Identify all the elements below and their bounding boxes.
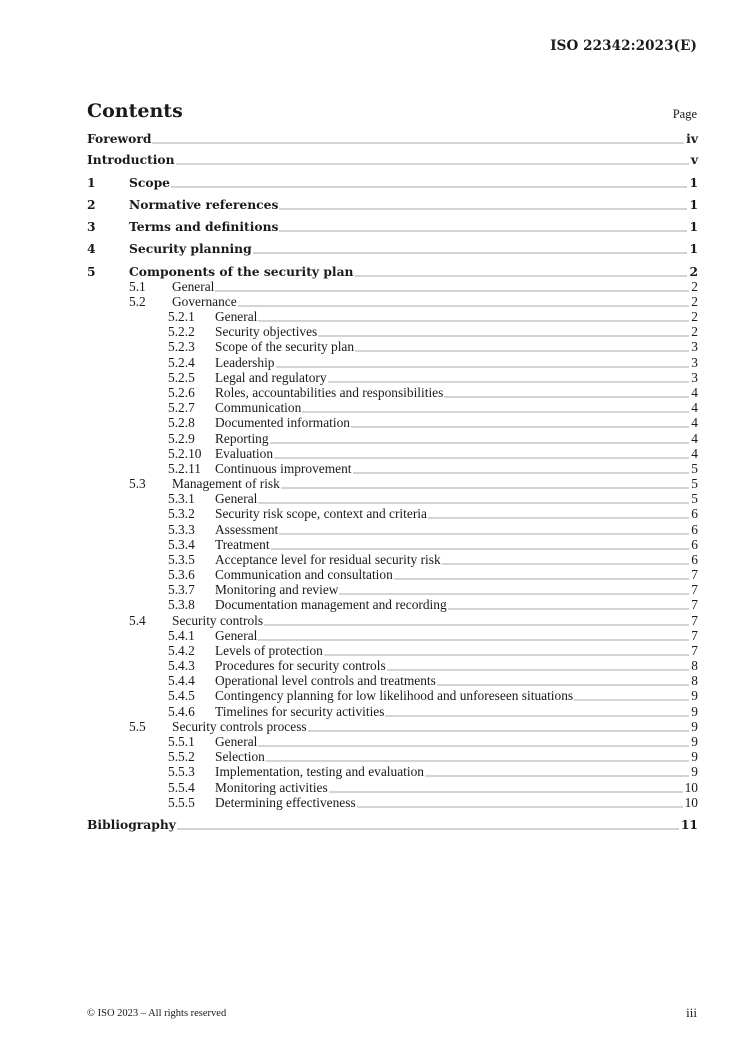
toc-entry-number: 5.2 bbox=[129, 294, 146, 309]
leader-dots bbox=[276, 365, 690, 368]
toc-entry-page: iv bbox=[686, 131, 698, 146]
leader-dots bbox=[258, 744, 689, 747]
leader-dots bbox=[385, 714, 689, 717]
toc-entry-page: 9 bbox=[691, 719, 698, 734]
toc-entry-number: 5.2.4 bbox=[168, 355, 195, 370]
toc-entry-title: Normative references bbox=[129, 197, 279, 212]
toc-entry[interactable] bbox=[87, 720, 698, 734]
toc-entry-page: 7 bbox=[691, 643, 698, 658]
toc-entry[interactable] bbox=[87, 432, 698, 446]
toc-entry[interactable] bbox=[87, 629, 698, 643]
toc-entry-page: 9 bbox=[691, 704, 698, 719]
toc-entry-title: Documentation management and recording bbox=[215, 597, 447, 612]
leader-dots bbox=[355, 349, 689, 352]
toc-entry-page: 7 bbox=[691, 613, 698, 628]
toc-entry-page: 5 bbox=[691, 476, 698, 491]
toc-entry[interactable] bbox=[87, 386, 698, 400]
toc-entry-title: Operational level controls and treatments bbox=[215, 673, 436, 688]
toc-entry-title: Assessment bbox=[215, 522, 279, 537]
toc-entry-number: 5.3.8 bbox=[168, 597, 195, 612]
toc-entry-page: 10 bbox=[684, 780, 698, 795]
toc-entry-title: Components of the security plan bbox=[129, 264, 354, 279]
toc-entry-number: 5.5.5 bbox=[168, 795, 195, 810]
toc-entry-page: 6 bbox=[691, 522, 698, 537]
leader-dots bbox=[328, 380, 690, 383]
toc-entry-page: 7 bbox=[691, 597, 698, 612]
toc-entry-number: 5.4.4 bbox=[168, 673, 195, 688]
toc-entry-title: Reporting bbox=[215, 431, 269, 446]
toc-entry-title: Monitoring activities bbox=[215, 780, 328, 795]
toc-entry-title: Continuous improvement bbox=[215, 461, 352, 476]
toc-entry-number: 5.3.5 bbox=[168, 552, 195, 567]
toc-entry[interactable] bbox=[87, 689, 698, 703]
toc-entry-page: 7 bbox=[691, 567, 698, 582]
toc-entry-page: 4 bbox=[691, 415, 698, 430]
leader-dots bbox=[279, 229, 687, 232]
toc-entry[interactable] bbox=[87, 644, 698, 658]
leader-dots bbox=[258, 638, 689, 641]
toc-entry-page: 4 bbox=[691, 431, 698, 446]
toc-entry[interactable] bbox=[87, 477, 698, 491]
leader-dots bbox=[215, 289, 689, 292]
toc-entry-number: 5.4.5 bbox=[168, 688, 195, 703]
leader-dots bbox=[357, 805, 683, 808]
toc-entry-page: 1 bbox=[689, 241, 698, 256]
toc-entry-page: 1 bbox=[689, 197, 698, 212]
toc-entry[interactable] bbox=[87, 523, 698, 537]
toc-entry[interactable] bbox=[87, 553, 698, 567]
toc-entry[interactable] bbox=[87, 198, 698, 212]
toc-entry-number: 5.4.1 bbox=[168, 628, 195, 643]
toc-entry-page: 1 bbox=[689, 219, 698, 234]
toc-entry[interactable] bbox=[87, 818, 698, 832]
toc-entry-page: 9 bbox=[691, 734, 698, 749]
toc-entry-title: Determining effectiveness bbox=[215, 795, 356, 810]
leader-dots bbox=[339, 592, 689, 595]
toc-entry-number: 5.3.1 bbox=[168, 491, 195, 506]
toc-entry-page: 5 bbox=[691, 461, 698, 476]
toc-entry[interactable] bbox=[87, 538, 698, 552]
toc-entry-title: Legal and regulatory bbox=[215, 370, 327, 385]
leader-dots bbox=[266, 759, 689, 762]
leader-dots bbox=[394, 577, 690, 580]
toc-entry-number: 5.4.2 bbox=[168, 643, 195, 658]
toc-entry-title: Treatment bbox=[215, 537, 270, 552]
page-number: iii bbox=[686, 1005, 697, 1020]
toc-entry-title: Roles, accountabilities and responsibilities bbox=[215, 385, 444, 400]
leader-dots bbox=[176, 162, 689, 165]
toc-entry[interactable] bbox=[87, 492, 698, 506]
leader-dots bbox=[270, 441, 690, 444]
toc-entry[interactable] bbox=[87, 295, 698, 309]
toc-entry-number: 3 bbox=[87, 219, 96, 234]
toc-entry-title: General bbox=[172, 279, 215, 294]
toc-entry-number: 5.5.2 bbox=[168, 749, 195, 764]
toc-entry[interactable] bbox=[87, 280, 698, 294]
toc-entry-title: Acceptance level for residual security risk bbox=[215, 552, 441, 567]
leader-dots bbox=[253, 251, 688, 254]
toc-entry-page: v bbox=[690, 152, 698, 167]
toc-entry-title: Security controls process bbox=[172, 719, 307, 734]
toc-entry[interactable] bbox=[87, 153, 698, 167]
toc-entry-page: 7 bbox=[691, 628, 698, 643]
toc-entry-title: General bbox=[215, 309, 258, 324]
toc-entry-number: 5.3.3 bbox=[168, 522, 195, 537]
toc-entry[interactable] bbox=[87, 796, 698, 810]
document-id: ISO 22342:2023(E) bbox=[550, 38, 697, 54]
toc-entry-title: Documented information bbox=[215, 415, 350, 430]
toc-entry-number: 2 bbox=[87, 197, 96, 212]
toc-entry-number: 5.2.11 bbox=[168, 461, 201, 476]
toc-entry-number: 5.3.2 bbox=[168, 506, 195, 521]
toc-entry-title: Levels of protection bbox=[215, 643, 323, 658]
toc-entry[interactable] bbox=[87, 462, 698, 476]
toc-entry-number: 1 bbox=[87, 175, 96, 190]
leader-dots bbox=[302, 410, 689, 413]
toc-entry[interactable] bbox=[87, 356, 698, 370]
toc-entry-page: 2 bbox=[691, 324, 698, 339]
leader-dots bbox=[238, 304, 690, 307]
toc-entry-page: 1 bbox=[689, 175, 698, 190]
toc-entry-number: 4 bbox=[87, 241, 96, 256]
toc-entry-title: Monitoring and review bbox=[215, 582, 339, 597]
toc-entry[interactable] bbox=[87, 765, 698, 779]
toc-entry-number: 5.2.8 bbox=[168, 415, 195, 430]
leader-dots bbox=[355, 274, 688, 277]
toc-entry[interactable] bbox=[87, 325, 698, 339]
toc-entry-number: 5.4 bbox=[129, 613, 146, 628]
toc-entry[interactable] bbox=[87, 614, 698, 628]
toc-entry[interactable] bbox=[87, 416, 698, 430]
toc-entry-title: Scope of the security plan bbox=[215, 339, 355, 354]
leader-dots bbox=[258, 319, 689, 322]
toc-entry-number: 5.5.3 bbox=[168, 764, 195, 779]
toc-entry-number: 5.3 bbox=[129, 476, 146, 491]
toc-entry-page: 2 bbox=[689, 264, 698, 279]
toc-entry-page: 3 bbox=[691, 355, 698, 370]
toc-entry-title: General bbox=[215, 628, 258, 643]
toc-entry-title: Leadership bbox=[215, 355, 275, 370]
toc-entry-number: 5.3.4 bbox=[168, 537, 195, 552]
toc-entry[interactable] bbox=[87, 705, 698, 719]
toc-entry-number: 5.4.3 bbox=[168, 658, 195, 673]
leader-dots bbox=[152, 141, 684, 144]
toc-entry[interactable] bbox=[87, 340, 698, 354]
toc-entry-page: 3 bbox=[691, 370, 698, 385]
toc-entry[interactable] bbox=[87, 447, 698, 461]
toc-entry-number: 5.5.1 bbox=[168, 734, 195, 749]
toc-entry-title: Procedures for security controls bbox=[215, 658, 386, 673]
toc-entry-title: Introduction bbox=[87, 152, 175, 167]
toc-entry-title: Security risk scope, context and criteria bbox=[215, 506, 427, 521]
toc-entry-page: 9 bbox=[691, 764, 698, 779]
toc-entry-title: Bibliography bbox=[87, 817, 176, 832]
leader-dots bbox=[264, 623, 689, 626]
toc-entry-page: 8 bbox=[691, 673, 698, 688]
toc-entry[interactable] bbox=[87, 132, 698, 146]
toc-entry-number: 5.2.10 bbox=[168, 446, 202, 461]
toc-entry-page: 9 bbox=[691, 688, 698, 703]
toc-entry-title: Management of risk bbox=[172, 476, 280, 491]
toc-entry[interactable] bbox=[87, 583, 698, 597]
toc-entry[interactable] bbox=[87, 310, 698, 324]
leader-dots bbox=[318, 334, 689, 337]
toc-entry-number: 5.5 bbox=[129, 719, 146, 734]
leader-dots bbox=[271, 547, 690, 550]
toc-entry-title: General bbox=[215, 734, 258, 749]
toc-entry[interactable] bbox=[87, 750, 698, 764]
toc-entry-number: 5 bbox=[87, 264, 96, 279]
toc-entry-page: 6 bbox=[691, 552, 698, 567]
toc-entry-title: Contingency planning for low likelihood and unforeseen situations bbox=[215, 688, 574, 703]
leader-dots bbox=[387, 668, 690, 671]
toc-entry[interactable] bbox=[87, 568, 698, 582]
page-column-label: Page bbox=[672, 107, 697, 121]
toc-entry-title: Security objectives bbox=[215, 324, 318, 339]
toc-entry-title: Scope bbox=[129, 175, 170, 190]
toc-entry-page: 2 bbox=[691, 294, 698, 309]
toc-entry-page: 6 bbox=[691, 537, 698, 552]
leader-dots bbox=[324, 653, 689, 656]
toc-entry-number: 5.2.9 bbox=[168, 431, 195, 446]
toc-entry-title: Governance bbox=[172, 294, 237, 309]
leader-dots bbox=[308, 729, 690, 732]
toc-entry-number: 5.5.4 bbox=[168, 780, 195, 795]
toc-entry-number: 5.2.5 bbox=[168, 370, 195, 385]
leader-dots bbox=[329, 790, 683, 793]
leader-dots bbox=[448, 607, 690, 610]
contents-heading: Contents bbox=[87, 100, 183, 122]
toc-entry-number: 5.2.1 bbox=[168, 309, 195, 324]
toc-entry-title: Selection bbox=[215, 749, 265, 764]
toc-entry-page: 6 bbox=[691, 506, 698, 521]
toc-entry-title: Security controls bbox=[172, 613, 264, 628]
leader-dots bbox=[281, 486, 689, 489]
toc-entry-number: 5.2.7 bbox=[168, 400, 195, 415]
toc-entry[interactable] bbox=[87, 735, 698, 749]
leader-dots bbox=[442, 562, 690, 565]
toc-entry[interactable] bbox=[87, 781, 698, 795]
toc-entry[interactable] bbox=[87, 401, 698, 415]
leader-dots bbox=[279, 207, 687, 210]
toc-entry-number: 5.1 bbox=[129, 279, 146, 294]
leader-dots bbox=[428, 516, 689, 519]
toc-entry-title: Communication bbox=[215, 400, 302, 415]
toc-entry-number: 5.3.6 bbox=[168, 567, 195, 582]
leader-dots bbox=[171, 185, 687, 188]
toc-entry-page: 2 bbox=[691, 309, 698, 324]
toc-entry[interactable] bbox=[87, 265, 698, 279]
leader-dots bbox=[574, 698, 689, 701]
toc-entry-title: Foreword bbox=[87, 131, 152, 146]
leader-dots bbox=[258, 501, 689, 504]
toc-entry[interactable] bbox=[87, 659, 698, 673]
toc-entry-title: Evaluation bbox=[215, 446, 274, 461]
toc-entry-page: 11 bbox=[680, 817, 698, 832]
toc-entry-title: Timelines for security activities bbox=[215, 704, 385, 719]
leader-dots bbox=[351, 425, 689, 428]
leader-dots bbox=[353, 471, 690, 474]
toc-entry-number: 5.2.3 bbox=[168, 339, 195, 354]
toc-entry[interactable] bbox=[87, 507, 698, 521]
toc-entry-page: 5 bbox=[691, 491, 698, 506]
toc-entry-title: Security planning bbox=[129, 241, 252, 256]
toc-entry-title: Implementation, testing and evaluation bbox=[215, 764, 424, 779]
toc-entry-page: 8 bbox=[691, 658, 698, 673]
leader-dots bbox=[444, 395, 689, 398]
toc-entry-number: 5.4.6 bbox=[168, 704, 195, 719]
toc-entry-title: General bbox=[215, 491, 258, 506]
leader-dots bbox=[274, 456, 689, 459]
leader-dots bbox=[177, 827, 679, 830]
toc-entry[interactable] bbox=[87, 242, 698, 256]
leader-dots bbox=[425, 774, 689, 777]
leader-dots bbox=[437, 683, 689, 686]
copyright-notice: © ISO 2023 – All rights reserved bbox=[87, 1008, 227, 1019]
toc-entry-page: 2 bbox=[691, 279, 698, 294]
toc-entry[interactable] bbox=[87, 674, 698, 688]
toc-entry[interactable] bbox=[87, 220, 698, 234]
toc-entry-page: 3 bbox=[691, 339, 698, 354]
toc-entry-number: 5.2.2 bbox=[168, 324, 195, 339]
toc-entry-page: 9 bbox=[691, 749, 698, 764]
toc-entry-page: 4 bbox=[691, 446, 698, 461]
toc-entry-page: 4 bbox=[691, 385, 698, 400]
leader-dots bbox=[279, 532, 689, 535]
toc-entry-title: Communication and consultation bbox=[215, 567, 393, 582]
toc-entry-title: Terms and definitions bbox=[129, 219, 279, 234]
toc-entry-page: 4 bbox=[691, 400, 698, 415]
toc-entry-number: 5.3.7 bbox=[168, 582, 195, 597]
toc-entry[interactable] bbox=[87, 371, 698, 385]
toc-entry[interactable] bbox=[87, 176, 698, 190]
toc-entry-number: 5.2.6 bbox=[168, 385, 195, 400]
toc-entry-page: 7 bbox=[691, 582, 698, 597]
toc-entry[interactable] bbox=[87, 598, 698, 612]
toc-entry-page: 10 bbox=[684, 795, 698, 810]
